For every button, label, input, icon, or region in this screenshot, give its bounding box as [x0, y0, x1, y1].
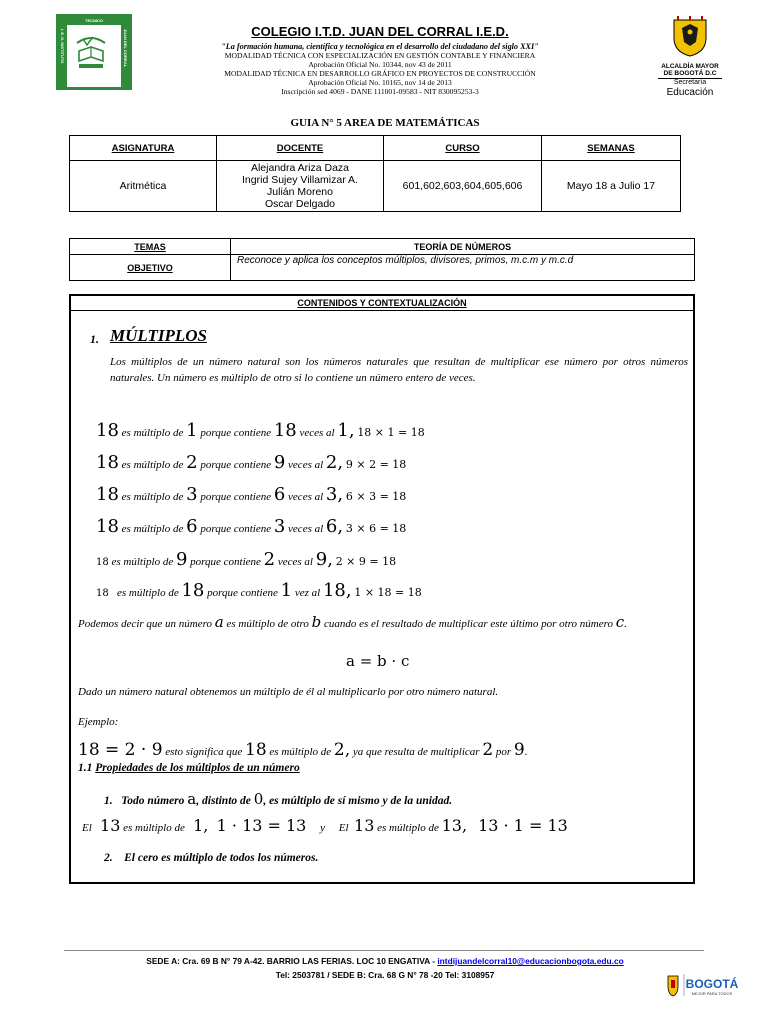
formula: a = b · c [346, 652, 410, 670]
property-text: , es múltiplo de sí mismo y de la unidad. [263, 795, 453, 807]
example-count: 9 [273, 452, 286, 473]
example-text: esto significa que [162, 746, 246, 758]
example-text: es múltiplo de [374, 822, 442, 834]
example-text: veces al [275, 556, 316, 568]
example-text: es múltiplo de [266, 746, 334, 758]
example-divisor: 9, [315, 549, 333, 570]
example-text: es múltiplo de [118, 459, 187, 471]
example-text: vez al [292, 587, 323, 599]
header-semanas: SEMANAS [542, 136, 681, 161]
example-row [96, 420, 425, 441]
example-text: veces al [296, 427, 338, 439]
example-divisor: 18, [322, 580, 352, 601]
variable-b: b [311, 613, 322, 631]
example-text: . [524, 746, 528, 758]
property-1-example [82, 816, 568, 835]
property-2 [104, 852, 318, 864]
approval-line-1: Aprobación Oficial No. 10344, nov 43 de 2011 [308, 60, 452, 69]
objetivo-value: Reconoce y aplica los conceptos múltiplos, divisores, primos, m.c.m y m.c.d [231, 255, 695, 281]
definition-text: cuando es el resultado de multiplicar este último por otro número [321, 618, 616, 630]
example-divisor: 18 [181, 580, 205, 601]
subsection-title: Propiedades de los múltiplos de un número [95, 762, 300, 774]
property-text: El cero es múltiplo de todos los números. [124, 852, 319, 864]
definition-text: es múltiplo de otro [223, 618, 312, 630]
example-divisor: 3, [325, 484, 344, 505]
example-divisor: 1, [337, 420, 355, 441]
course-info-table [69, 135, 681, 212]
example-text: porque contiene [197, 491, 274, 503]
example-equation: 2 × 9 = 18 [335, 555, 397, 568]
modality-line-1: MODALIDAD TÉCNICA CON ESPECIALIZACIÓN EN GESTIÓN CONTABLE Y FINANCIERA [224, 51, 536, 60]
docente-name: Julián Moreno [267, 186, 333, 198]
approval-line-2: Aprobación Oficial No. 10165, nov 14 de 2013 [308, 78, 452, 87]
logo-right-text: JUAN DEL CORRAL [123, 29, 128, 68]
example-text: es múltiplo de [108, 587, 182, 599]
school-logo [56, 14, 132, 90]
example-text: es múltiplo de [118, 427, 187, 439]
example-divisor: 3 [186, 484, 198, 505]
example-text: es múltiplo de [118, 491, 187, 503]
section-number: 1. [90, 332, 99, 346]
example-text: porque contiene [197, 459, 274, 471]
example-equation: 13 · 1 = 13 [478, 816, 568, 835]
subsection-number: 1.1 [78, 762, 93, 774]
example-number: 18 [96, 516, 119, 537]
example-equation: 1 · 13 = 13 [216, 816, 307, 835]
educacion-text: Educación [666, 87, 714, 98]
school-name: COLEGIO I.T.D. JUAN DEL CORRAL I.E.D. [251, 24, 509, 39]
example-number: 18 [96, 452, 119, 473]
example-row [96, 516, 406, 537]
example-sentence [78, 740, 528, 760]
property-1 [104, 790, 452, 808]
curso-value: 601,602,603,604,605,606 [384, 161, 542, 212]
example-text: es múltiplo de [120, 822, 188, 834]
example-text: El [338, 822, 349, 834]
example-text: veces al [285, 491, 326, 503]
semanas-value: Mayo 18 a Julio 17 [542, 161, 681, 212]
example-label: Ejemplo: [78, 716, 119, 728]
logo-top-text: TECNICO [85, 18, 103, 23]
intro-paragraph: Los múltiplos de un número natural son los números naturales que resultan de multiplicar ese número por otros números naturales. Un número es múltiplo de otro si lo contiene un número entero de veces. [110, 356, 688, 384]
docente-name: Alejandra Ariza Daza [250, 162, 350, 174]
example-equation: 18 = 2 · 9 [78, 740, 163, 760]
example-equation: 1 × 18 = 18 [354, 586, 422, 599]
alcaldia-logo [640, 16, 740, 96]
example-text: porque contiene [197, 427, 274, 439]
guide-title: GUIA N° 5 AREA DE MATEMÁTICAS [290, 117, 480, 129]
example-number: 13 [100, 816, 121, 835]
example-divisor: 9 [175, 549, 188, 570]
footer-phones: Tel: 2503781 / SEDE B: Cra. 68 G N° 78 -20 Tel: 3108957 [275, 970, 495, 980]
logo-bogota-text: BOGOTÁ [685, 977, 739, 991]
property-text: , distinto de [196, 795, 254, 807]
example-text: es múltiplo de [118, 523, 187, 535]
example-number: 18 [96, 588, 109, 599]
example-count: 3 [273, 516, 286, 537]
docentes-cell [217, 161, 384, 212]
example-equation: 18 × 1 = 18 [357, 426, 425, 439]
example-text: es múltiplo de [108, 556, 176, 568]
example-text: veces al [285, 523, 326, 535]
example-divisor: 2, [325, 452, 344, 473]
example-row [96, 549, 396, 570]
bogota-shield-icon [670, 16, 710, 58]
example-text: porque contiene [197, 523, 274, 535]
section-title: MÚLTIPLOS [110, 326, 207, 345]
header-docente: DOCENTE [217, 136, 384, 161]
header-curso: CURSO [384, 136, 542, 161]
example-equation: 9 × 2 = 18 [345, 458, 407, 471]
example-text: porque contiene [187, 556, 264, 568]
example-divisor: 2 [186, 452, 198, 473]
example-number: 9 [513, 740, 525, 760]
example-number: 13, [441, 816, 468, 835]
docente-name: Oscar Delgado [264, 198, 336, 210]
example-text: porque contiene [204, 587, 281, 599]
example-text: veces al [285, 459, 326, 471]
example-divisor: 6 [186, 516, 198, 537]
header-asignatura: ASIGNATURA [70, 136, 217, 161]
school-motto: "La formación humana, científica y tecnológica en el desarrollo del ciudadano del siglo XXI" [221, 42, 539, 51]
logo-left-text: I. E. D. INSTITUTO [60, 29, 65, 64]
variable-a: a [187, 790, 197, 808]
property-number: 1. [104, 795, 113, 807]
example-text: ya que resulta de multiplicar [350, 746, 483, 758]
example-number: 18 [96, 484, 119, 505]
example-number: 2, [333, 740, 351, 760]
logo-bogota-sub: MEJOR PARA TODOS [691, 991, 733, 996]
example-count: 6 [273, 484, 286, 505]
example-count: 1 [280, 580, 293, 601]
example-text: El [82, 822, 92, 834]
book-emblem-icon [73, 31, 109, 71]
footer-address [60, 956, 710, 966]
example-divisor: 6, [325, 516, 344, 537]
example-equation: 6 × 3 = 18 [345, 490, 407, 503]
asignatura-value: Aritmética [70, 161, 217, 212]
zero-value: 0 [253, 790, 264, 808]
docente-name: Ingrid Sujey Villamizar A. [242, 174, 358, 186]
temas-label: TEMAS [70, 239, 231, 255]
example-equation: 3 × 6 = 18 [345, 522, 407, 535]
subsection-heading [78, 762, 300, 774]
example-row [96, 452, 406, 473]
example-text: y [320, 822, 325, 834]
example-number: 1, [193, 816, 209, 835]
modality-line-2: MODALIDAD TÉCNICA EN DESARROLLO GRÁFICO EN PROYECTOS DE CONSTRUCCIÓN [224, 69, 536, 78]
alcaldia-text-2: DE BOGOTÁ D.C [663, 70, 717, 77]
example-count: 2 [263, 549, 276, 570]
registration-line: Inscripción sed 4069 - DANE 111001-09583 - NIT 830095253-3 [281, 87, 479, 96]
definition-text: Podemos decir que un número [78, 618, 215, 630]
example-row [96, 580, 422, 601]
bogota-logo-icon [664, 970, 754, 1000]
bogota-footer-logo [664, 970, 754, 1000]
example-count: 18 [273, 420, 297, 441]
topic-table [69, 238, 695, 281]
temas-value: TEORÍA DE NÚMEROS [231, 239, 695, 255]
variable-c: c [615, 613, 625, 631]
example-number: 18 [96, 557, 109, 568]
property-number: 2. [104, 852, 113, 864]
footer-email-link[interactable]: intdijuandelcorral10@educacionbogota.edu.co [437, 956, 624, 966]
property-text: Todo número [121, 795, 188, 807]
content-heading: CONTENIDOS Y CONTEXTUALIZACIÓN [71, 296, 693, 311]
definition-paragraph [78, 614, 688, 632]
statement-paragraph: Dado un número natural obtenemos un múltiplo de él al multiplicarlo por otro número natural. [78, 686, 499, 698]
example-number: 2 [482, 740, 494, 760]
example-row [96, 484, 406, 505]
example-number: 18 [245, 740, 267, 760]
example-divisor: 1 [186, 420, 198, 441]
footer-divider [64, 950, 704, 951]
footer-address-text: SEDE A: Cra. 69 B N° 79 A-42. BARRIO LAS FERIAS. LOC 10 ENGATIVA - [146, 956, 438, 966]
example-number: 18 [96, 420, 119, 441]
variable-a: a [214, 613, 224, 631]
objetivo-label: OBJETIVO [70, 255, 231, 281]
secretaria-text: Secretaría [658, 78, 722, 87]
example-number: 13 [354, 816, 375, 835]
example-text: por [493, 746, 514, 758]
alcaldia-text-1: ALCALDÍA MAYOR [661, 63, 719, 70]
definition-text: . [624, 618, 627, 630]
